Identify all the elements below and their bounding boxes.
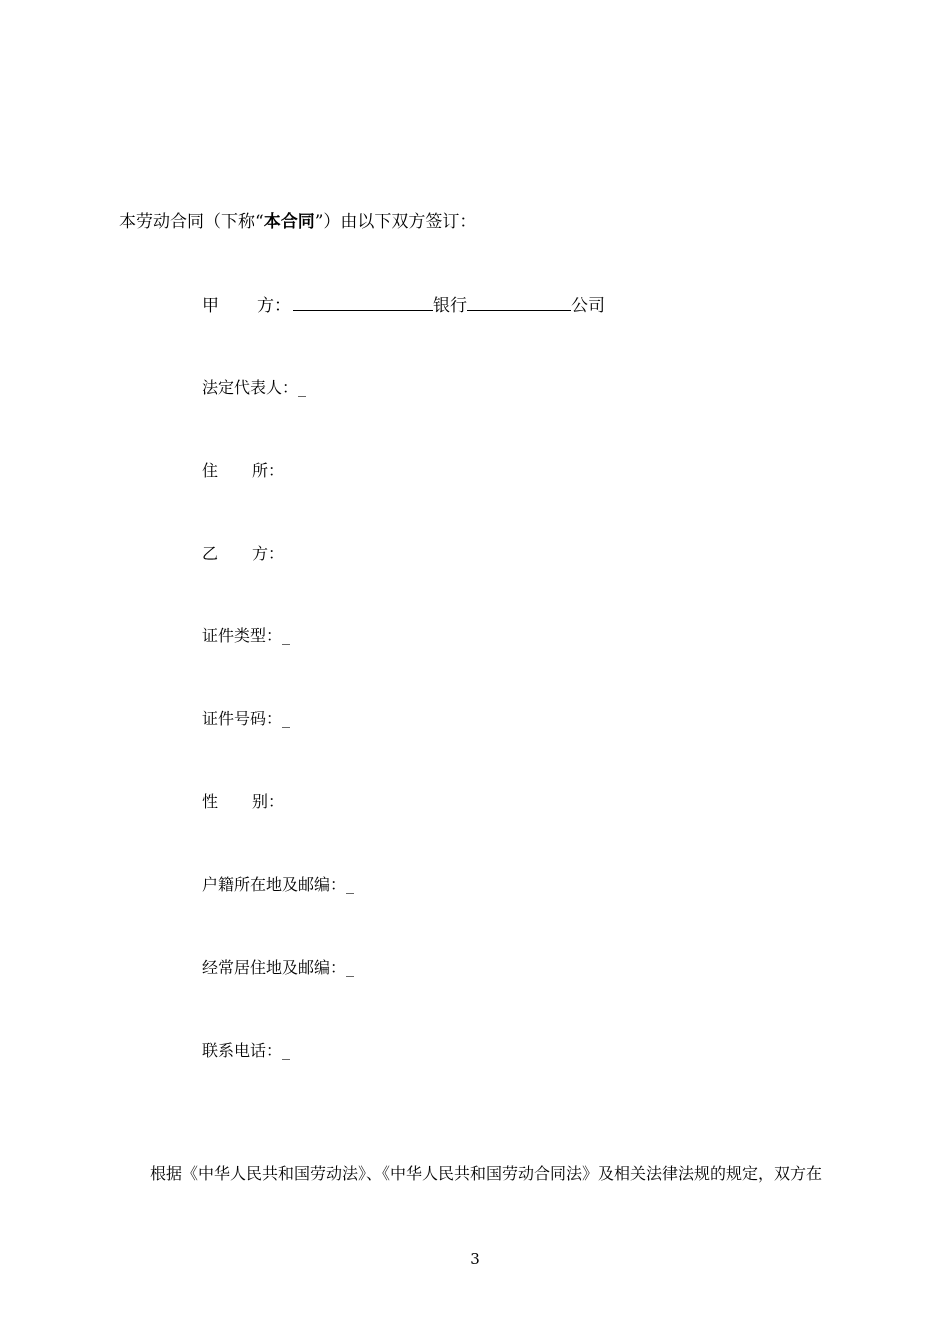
party-a-bank-text: 银行 [433, 296, 467, 316]
id-type-label: 证件类型：_ [202, 626, 291, 645]
phone-label: 联系电话：_ [202, 1041, 291, 1060]
party-b-label-char1: 乙 [202, 544, 219, 563]
residence-label: 经常居住地及邮编：_ [202, 958, 355, 977]
address-field [202, 459, 284, 483]
household-field [202, 873, 354, 897]
contract-intro [119, 208, 476, 236]
legal-basis-paragraph: 根据《中华人民共和国劳动法》、《中华人民共和国劳动合同法》及相关法律法规的规定，双方在 [150, 1164, 823, 1183]
gender-field [202, 790, 284, 814]
party-b-field [202, 542, 284, 566]
party-a-company-blank[interactable] [467, 292, 571, 311]
party-a-label-char1: 甲 [202, 296, 219, 316]
intro-bold-term: 本合同 [263, 212, 315, 232]
phone-field [202, 1039, 290, 1063]
party-b-label-char2: 方： [252, 544, 285, 563]
residence-field [202, 956, 354, 980]
party-a-label-char2: 方： [257, 296, 291, 316]
intro-suffix: ”）由以下双方签订： [314, 212, 477, 232]
party-a-company-text: 公司 [571, 296, 605, 316]
id-number-field [202, 707, 290, 731]
party-a-line [202, 292, 605, 318]
id-type-field [202, 624, 290, 648]
gender-label-char1: 性 [202, 792, 219, 811]
legal-rep-field [202, 376, 306, 400]
party-a-bank-blank[interactable] [293, 292, 433, 311]
page-number: 3 [470, 1250, 480, 1268]
gender-label-char2: 别： [252, 792, 285, 811]
intro-prefix: 本劳动合同（下称“ [119, 212, 264, 232]
household-label: 户籍所在地及邮编：_ [202, 875, 355, 894]
address-label-char1: 住 [202, 461, 219, 480]
id-number-label: 证件号码：_ [202, 709, 291, 728]
address-label-char2: 所： [252, 461, 285, 480]
legal-rep-label: 法定代表人：_ [202, 378, 307, 397]
